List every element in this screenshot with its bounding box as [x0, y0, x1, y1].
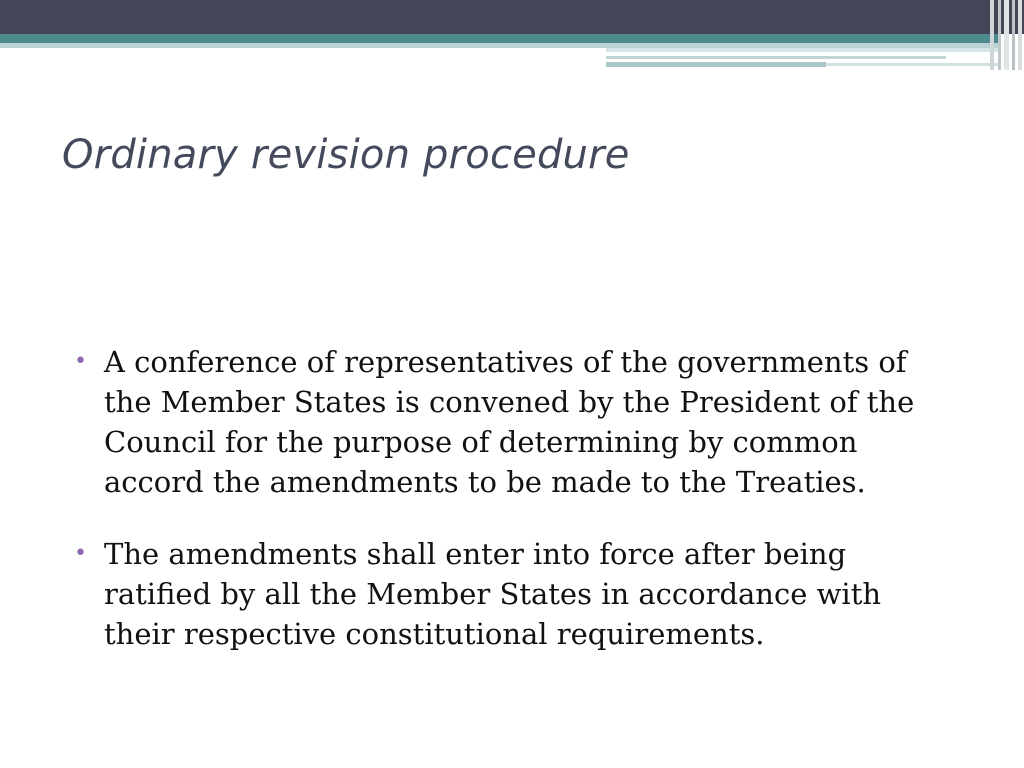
header-dark-bar [0, 0, 1024, 34]
header-teal-bar [0, 34, 1000, 43]
header-vertical-strips [988, 0, 1024, 70]
bullet-text: The amendments shall enter into force after being ratified by all the Member States in accordance with their respective constitutional requirements. [104, 537, 882, 651]
header-accent-line [606, 48, 1000, 52]
bullet-text: A conference of representatives of the governments of the Member States is convened by the President of the Council for the purpose of determining by common accord the amendments to be made to the Treaties. [104, 345, 915, 499]
bullet-item [74, 534, 954, 654]
header-accent-line [606, 56, 946, 59]
header-accent-line [606, 62, 826, 67]
header-accent-line [826, 63, 1000, 66]
slide-title: Ordinary revision procedure [62, 132, 630, 178]
bullet-dot: • [74, 541, 87, 566]
bullet-dot: • [74, 349, 87, 374]
bullet-item [74, 342, 954, 502]
bullet-list [74, 342, 954, 686]
